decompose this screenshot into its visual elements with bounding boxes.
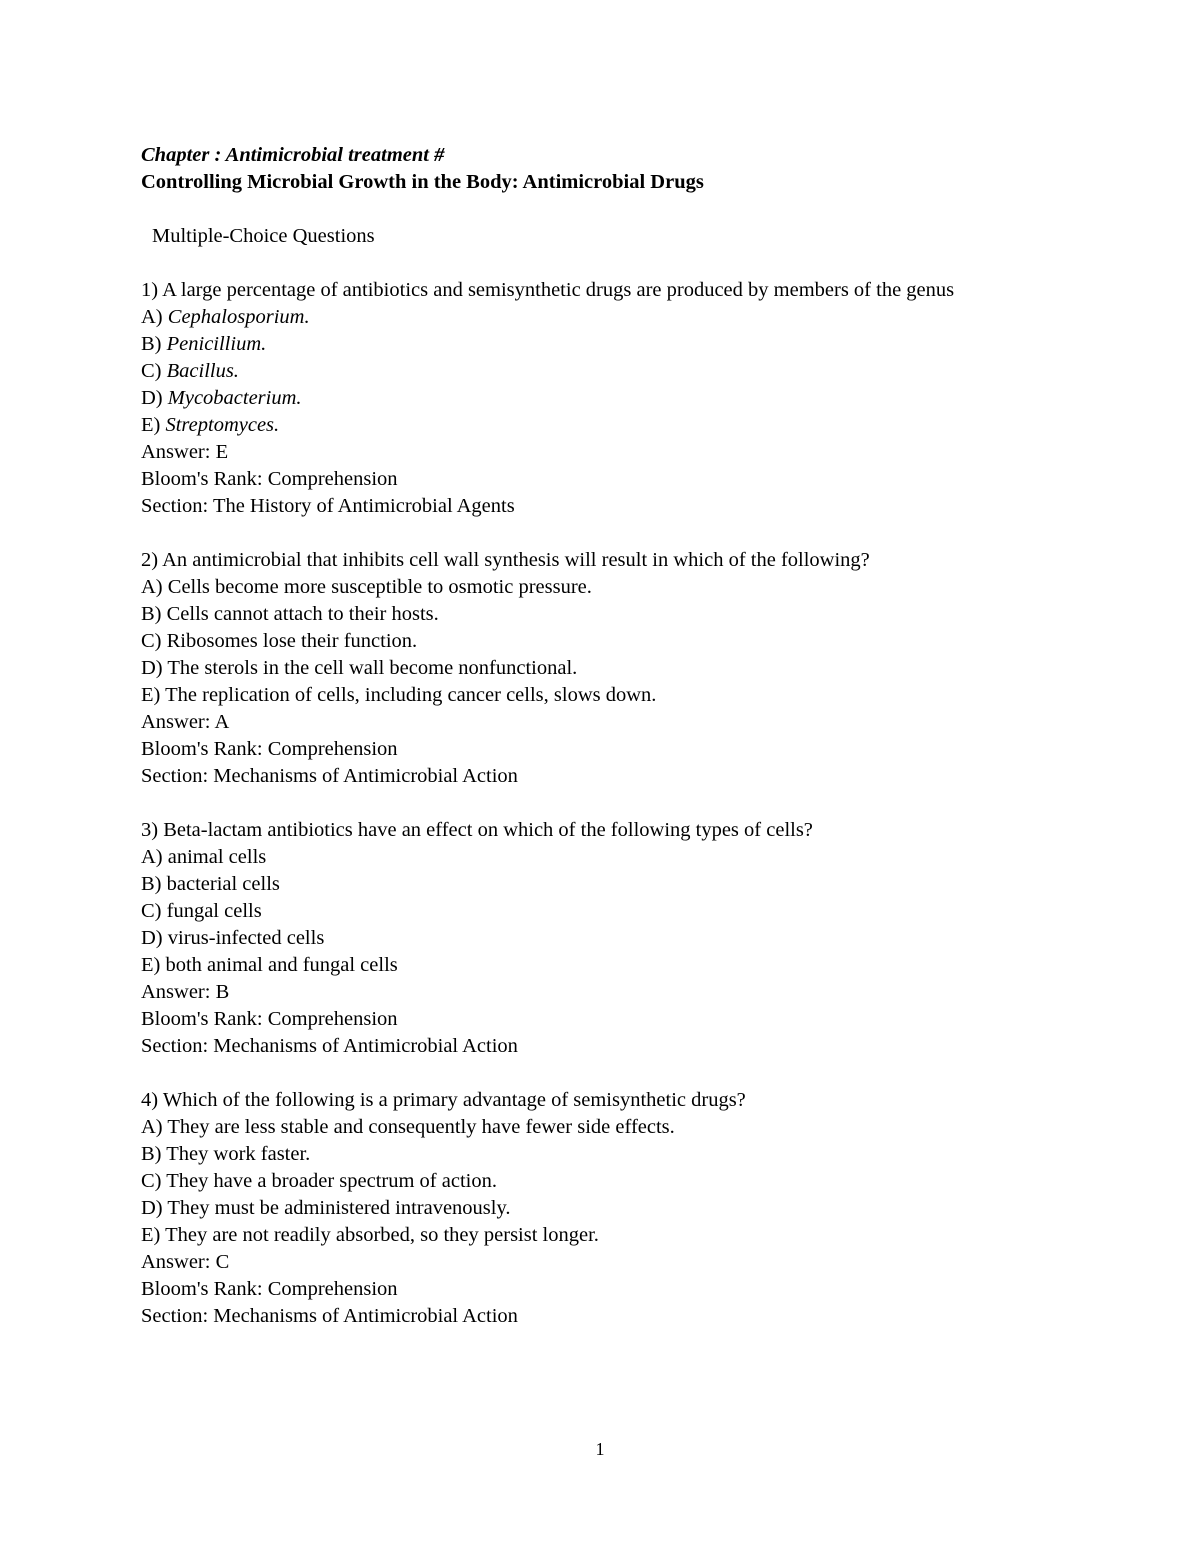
blooms-rank-line: Bloom's Rank: Comprehension [141,1008,398,1030]
page-content [141,142,1041,1330]
option-text: animal cells [167,846,267,868]
blooms-rank-line: Bloom's Rank: Comprehension [141,738,398,760]
option-text: both animal and fungal cells [165,954,398,976]
option-text: fungal cells [166,900,262,922]
question-stem: 3) Beta-lactam antibiotics have an effect on which of the following types of cells? [141,819,813,841]
option-c [141,358,1041,385]
section-line: Section: Mechanisms of Antimicrobial Action [141,765,518,787]
option-text: Ribosomes lose their function. [166,630,418,652]
question-3 [141,817,1041,1060]
option-d [141,1195,1041,1222]
option-text: Cephalosporium. [167,306,310,328]
option-text: They have a broader spectrum of action. [166,1170,497,1192]
option-letter: A) [141,576,163,598]
option-c [141,898,1041,925]
option-text: They are less stable and consequently have fewer side effects. [167,1116,675,1138]
option-c [141,1168,1041,1195]
answer-line: Answer: E [141,441,229,463]
option-text: They work faster. [166,1143,311,1165]
question-1 [141,277,1041,520]
question-stem: 4) Which of the following is a primary advantage of semisynthetic drugs? [141,1089,746,1111]
option-letter: E) [141,954,161,976]
option-letter: E) [141,684,161,706]
option-e [141,1222,1041,1249]
option-text: They are not readily absorbed, so they persist longer. [165,1224,599,1246]
option-letter: D) [141,387,163,409]
option-d [141,385,1041,412]
option-text: Penicillium. [166,333,267,355]
chapter-label: Chapter : Antimicrobial treatment # [141,144,445,166]
option-letter: E) [141,1224,161,1246]
answer-line: Answer: A [141,711,230,733]
option-text: Bacillus. [166,360,239,382]
option-text: The sterols in the cell wall become nonfunctional. [167,657,578,679]
question-stem: 2) An antimicrobial that inhibits cell wall synthesis will result in which of the following? [141,549,870,571]
option-a [141,574,1041,601]
option-e [141,682,1041,709]
section-line: Section: Mechanisms of Antimicrobial Action [141,1305,518,1327]
option-a [141,304,1041,331]
option-e [141,952,1041,979]
option-letter: A) [141,846,163,868]
option-text: virus-infected cells [167,927,325,949]
option-b [141,1141,1041,1168]
option-letter: A) [141,1116,163,1138]
option-letter: B) [141,1143,162,1165]
page-title: Controlling Microbial Growth in the Body: Antimicrobial Drugs [141,171,704,193]
option-letter: C) [141,360,162,382]
option-b [141,871,1041,898]
option-text: Cells cannot attach to their hosts. [166,603,439,625]
option-letter: C) [141,1170,162,1192]
blooms-rank-line: Bloom's Rank: Comprehension [141,468,398,490]
option-text: Mycobacterium. [167,387,302,409]
option-c [141,628,1041,655]
option-text: The replication of cells, including cancer cells, slows down. [165,684,657,706]
question-4 [141,1087,1041,1330]
answer-line: Answer: C [141,1251,230,1273]
option-d [141,925,1041,952]
option-letter: D) [141,927,163,949]
option-text: Cells become more susceptible to osmotic pressure. [167,576,592,598]
option-a [141,1114,1041,1141]
option-letter: D) [141,1197,163,1219]
section-line: Section: Mechanisms of Antimicrobial Action [141,1035,518,1057]
blooms-rank-line: Bloom's Rank: Comprehension [141,1278,398,1300]
option-letter: B) [141,873,162,895]
option-letter: B) [141,333,162,355]
option-d [141,655,1041,682]
option-text: bacterial cells [166,873,280,895]
option-text: Streptomyces. [165,414,280,436]
option-letter: A) [141,306,163,328]
option-b [141,331,1041,358]
option-letter: E) [141,414,161,436]
answer-line: Answer: B [141,981,230,1003]
option-letter: C) [141,630,162,652]
option-letter: B) [141,603,162,625]
option-b [141,601,1041,628]
section-heading: Multiple-Choice Questions [152,225,375,247]
option-letter: D) [141,657,163,679]
question-stem: 1) A large percentage of antibiotics and semisynthetic drugs are produced by members of the genus [141,279,955,301]
page-number: 1 [595,1439,605,1459]
option-text: They must be administered intravenously. [167,1197,511,1219]
option-letter: C) [141,900,162,922]
section-line: Section: The History of Antimicrobial Agents [141,495,515,517]
option-a [141,844,1041,871]
option-e [141,412,1041,439]
question-2 [141,547,1041,790]
